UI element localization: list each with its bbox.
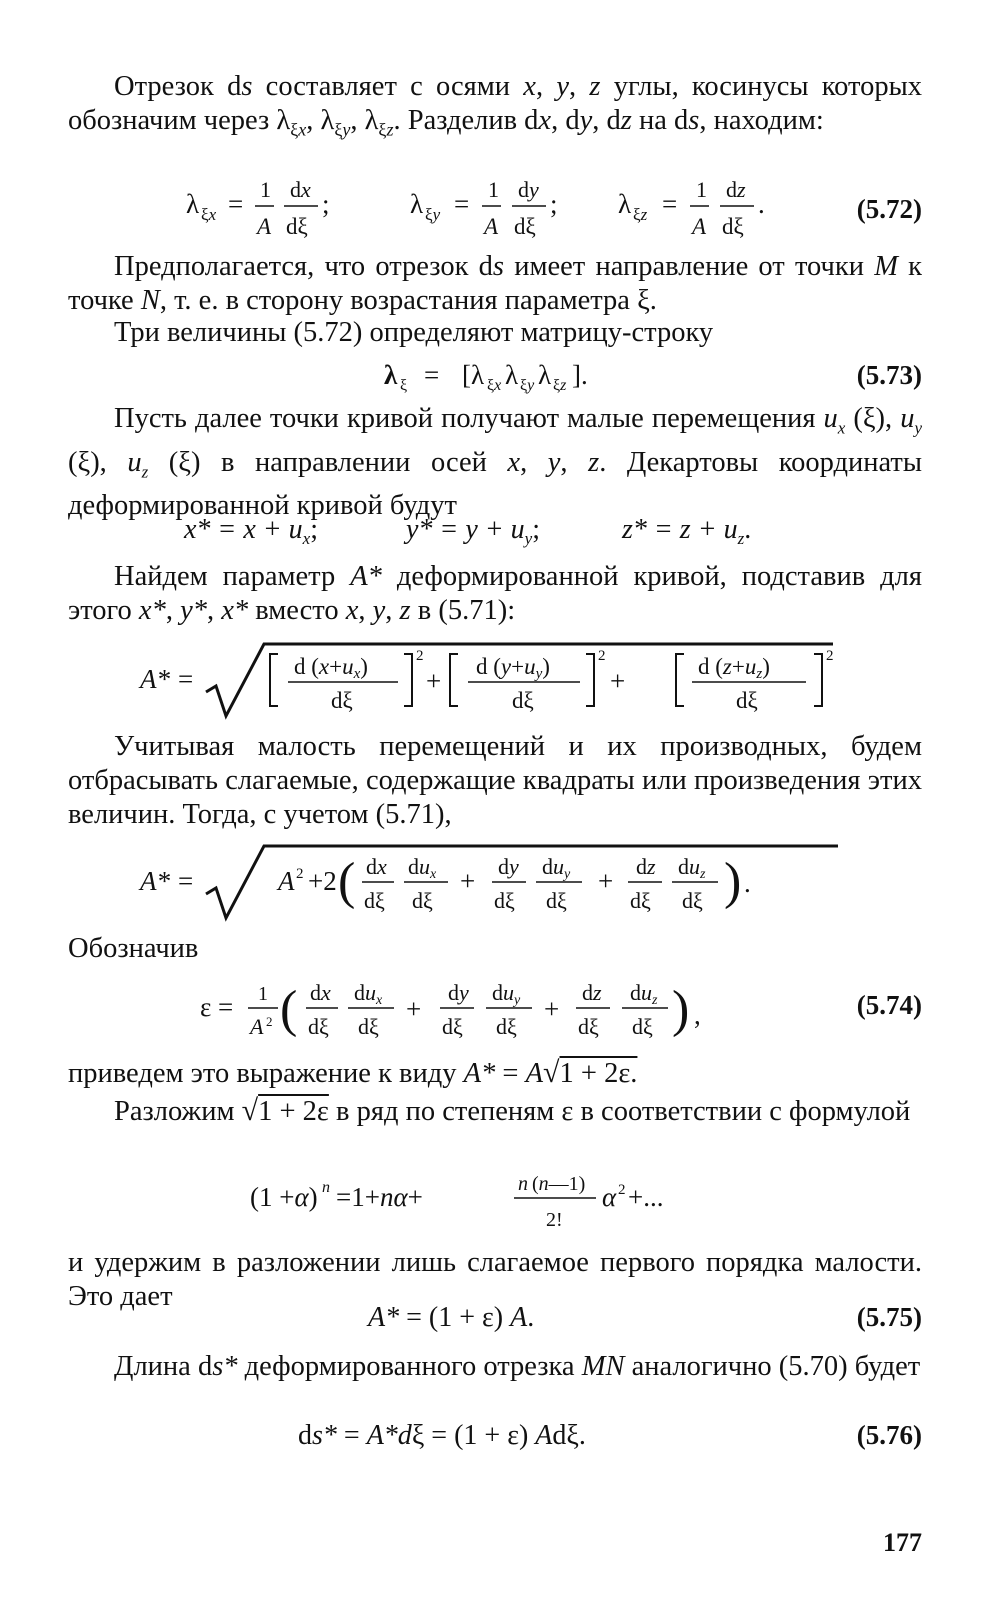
svg-text:dz: dz	[636, 854, 656, 879]
svg-text:y* = y + uy;: $y* = y + u_y$;	[406, 514, 540, 548]
svg-text:=: =	[454, 189, 470, 219]
svg-text:duy: duy	[542, 854, 571, 882]
svg-text:+: +	[610, 666, 626, 696]
equation-5-72-graphic	[68, 170, 922, 242]
equation-Astar-1-graphic	[68, 640, 922, 720]
svg-text:A: A	[257, 214, 272, 239]
svg-text:ξy: ξy	[425, 205, 441, 224]
svg-text:+: +	[460, 866, 476, 896]
svg-text:+: +	[598, 866, 614, 896]
svg-text:duy: duy	[492, 980, 521, 1008]
svg-text:dξ: dξ	[442, 1014, 463, 1039]
svg-text:].: ].	[572, 360, 588, 390]
svg-text:+2: +2	[308, 866, 337, 896]
svg-text:dξ: dξ	[494, 888, 515, 913]
svg-text:(: (	[338, 853, 356, 910]
equation-5-74	[68, 970, 922, 1050]
svg-text:dξ: dξ	[514, 214, 536, 239]
svg-text:A: A	[484, 214, 499, 239]
svg-text:(1 +α): (1 +α)	[250, 1182, 318, 1212]
svg-text:=: =	[424, 360, 440, 390]
svg-text:+...: +...	[628, 1182, 664, 1212]
svg-text:2: 2	[416, 648, 424, 664]
svg-text:2: 2	[618, 1182, 626, 1198]
svg-text:dξ: dξ	[308, 1014, 329, 1039]
svg-text:ε: ε	[200, 992, 212, 1022]
svg-text:ξ: ξ	[400, 377, 408, 394]
equation-series-graphic	[68, 1168, 922, 1238]
svg-text:dz: dz	[582, 980, 602, 1005]
svg-text:.: .	[758, 189, 765, 219]
paragraph-6: Учитывая малость перемещений и их производных, будем отбрасывать слагаемые, содержащие квадраты или произведения этих величин. Тогда, с учетом (5.71),	[68, 731, 922, 830]
svg-text:=: =	[178, 866, 194, 896]
equation-5-72	[68, 170, 922, 242]
equation-coordinates	[68, 506, 922, 554]
svg-text:λ: λ	[505, 360, 519, 390]
svg-text:[λ: [λ	[462, 360, 485, 390]
equation-number: (5.76)	[856, 1420, 922, 1450]
svg-text:dξ: dξ	[286, 214, 308, 239]
svg-text:=1+nα+: =1+nα+	[336, 1182, 423, 1212]
paragraph-3: Три величины (5.72) определяют матрицу-строку	[114, 317, 714, 348]
equation-5-75-graphic	[68, 1294, 922, 1342]
equation-series	[68, 1168, 922, 1238]
svg-text:A: A	[278, 866, 295, 896]
svg-text:A*: A*	[140, 866, 170, 896]
svg-text:A: A	[250, 1014, 264, 1039]
equation-5-76-graphic	[68, 1412, 922, 1460]
svg-text:n: n	[518, 1173, 528, 1195]
page-number: 177	[883, 1528, 922, 1557]
paragraph-7: Обозначив	[68, 933, 199, 964]
equation-5-73	[68, 350, 922, 398]
svg-text:duz: duz	[630, 980, 658, 1008]
svg-text:dux: dux	[408, 854, 437, 882]
svg-text:dy: dy	[518, 177, 539, 202]
svg-text:dξ: dξ	[682, 888, 703, 913]
svg-text:dξ: dξ	[578, 1014, 599, 1039]
svg-text:dy: dy	[498, 854, 519, 879]
svg-text:ds* = A*dξ = (1 + ε) Adξ.: ds* = A*dξ = (1 + ε) Adξ.	[298, 1420, 586, 1451]
paragraph-8: приведем это выражение к виду A* = A√1 + 2ε.	[68, 1056, 638, 1089]
equation-Astar-2	[68, 840, 922, 920]
svg-text:d (z+uz): d (z+uz)	[698, 654, 770, 682]
svg-text:=: =	[228, 189, 244, 219]
svg-text:ξx: ξx	[487, 377, 502, 394]
svg-text:1: 1	[260, 177, 271, 202]
svg-text:λ: λ	[410, 189, 424, 219]
svg-text:dξ: dξ	[512, 688, 534, 713]
equation-number: (5.74)	[856, 990, 922, 1020]
svg-text:dx: dx	[366, 854, 387, 879]
svg-text:ξz: ξz	[633, 205, 648, 224]
paragraph-1: Отрезок ds составляет с осями x, y, z углы, косинусы которых обозначим через $\lambda_{\xi x}$, $\lambda_{\xi y}$, $\lambda_{\xi z}$. Разделив dx, dy, dz на ds, находим:	[68, 71, 922, 140]
svg-text:d (x+ux): d (x+ux)	[294, 654, 368, 682]
equation-number: (5.75)	[856, 1302, 922, 1332]
svg-text:λ: λ	[384, 360, 398, 390]
svg-text:A* = (1 + ε) A.: A* = (1 + ε) A.	[368, 1302, 535, 1333]
svg-text:ξx: ξx	[201, 205, 217, 224]
svg-text:dξ: dξ	[546, 888, 567, 913]
svg-text:=: =	[662, 189, 678, 219]
svg-text:dξ: dξ	[630, 888, 651, 913]
paragraph-10: и удержим в разложении лишь слагаемое первого порядка малости. Это дает	[68, 1247, 922, 1312]
svg-text:+: +	[544, 994, 560, 1024]
svg-text:dξ: dξ	[358, 1014, 379, 1039]
svg-text:1: 1	[488, 177, 499, 202]
svg-text:dξ: dξ	[364, 888, 385, 913]
paragraph-5: Найдем параметр A* деформированной кривой, подставив для этого x*, y*, x* вместо x, y, z в (5.71):	[68, 561, 922, 626]
svg-text:ξy: ξy	[520, 377, 535, 394]
svg-text:A: A	[692, 214, 707, 239]
svg-text:dz: dz	[726, 177, 746, 202]
svg-text:n: n	[322, 1179, 330, 1196]
svg-text:λ: λ	[618, 189, 632, 219]
svg-text:dξ: dξ	[496, 1014, 517, 1039]
equation-5-76	[68, 1412, 922, 1460]
svg-text:λ: λ	[186, 189, 200, 219]
svg-text:x* = x + ux;: $x* = x + u_x$;	[184, 514, 318, 548]
svg-text:A*: A*	[140, 664, 170, 694]
paragraph-9: Разложим √1 + 2ε в ряд по степеням ε в соответствии с формулой	[114, 1094, 911, 1127]
svg-text:d (y+uy): d (y+uy)	[476, 654, 550, 682]
svg-text:.: .	[744, 868, 751, 898]
svg-text:λ: λ	[538, 360, 552, 390]
svg-text:+: +	[426, 666, 442, 696]
svg-text:=: =	[218, 992, 234, 1022]
svg-text:,: ,	[694, 1000, 701, 1030]
paragraph-2: Предполагается, что отрезок ds имеет направление от точки M к точке N, т. е. в сторону возрастания параметра ξ.	[68, 251, 922, 316]
svg-text:dux: dux	[354, 980, 383, 1008]
equation-5-74-graphic	[68, 970, 922, 1050]
svg-text:;: ;	[550, 189, 558, 219]
svg-text:ξz: ξz	[553, 377, 567, 394]
svg-text:α: α	[602, 1182, 617, 1212]
svg-text:2: 2	[826, 648, 834, 664]
equation-5-73-graphic	[68, 350, 922, 398]
equation-number: (5.72)	[856, 194, 922, 224]
svg-text:(: (	[280, 981, 298, 1038]
svg-text:dy: dy	[448, 980, 469, 1005]
svg-text:2: 2	[266, 1014, 273, 1029]
svg-text:(n—1): (n—1)	[532, 1173, 586, 1195]
svg-text:dξ: dξ	[736, 688, 758, 713]
svg-text:dξ: dξ	[331, 688, 353, 713]
svg-text:dξ: dξ	[632, 1014, 653, 1039]
svg-text:): )	[724, 853, 742, 910]
svg-text:2: 2	[598, 648, 606, 664]
svg-text:dx: dx	[290, 177, 311, 202]
svg-text:1: 1	[696, 177, 707, 202]
svg-text:duz: duz	[678, 854, 706, 882]
equation-coordinates-graphic	[68, 506, 922, 554]
svg-text:dξ: dξ	[412, 888, 433, 913]
svg-text:2!: 2!	[546, 1209, 563, 1231]
equation-Astar-2-graphic	[68, 840, 922, 920]
svg-text:+: +	[406, 994, 422, 1024]
svg-text:=: =	[178, 664, 194, 694]
equation-number: (5.73)	[856, 360, 922, 390]
svg-text:1: 1	[258, 983, 268, 1005]
equation-5-75	[68, 1294, 922, 1342]
svg-text:;: ;	[322, 189, 330, 219]
svg-text:z* = z + uz.: $z* = z + u_z$.	[622, 514, 752, 548]
paragraph-11: Длина ds* деформированного отрезка MN аналогично (5.70) будет	[114, 1351, 921, 1382]
svg-text:): )	[672, 981, 690, 1038]
svg-text:dx: dx	[310, 980, 331, 1005]
svg-text:2: 2	[296, 866, 304, 882]
paragraph-4: Пусть далее точки кривой получают малые перемещения $u_x$ (ξ), $u_y$ (ξ), $u_z$ (ξ) в направлении осей x, y, z. Декартовы координаты деформированной кривой будут	[68, 403, 923, 522]
svg-text:dξ: dξ	[722, 214, 744, 239]
equation-Astar-1	[68, 640, 922, 720]
